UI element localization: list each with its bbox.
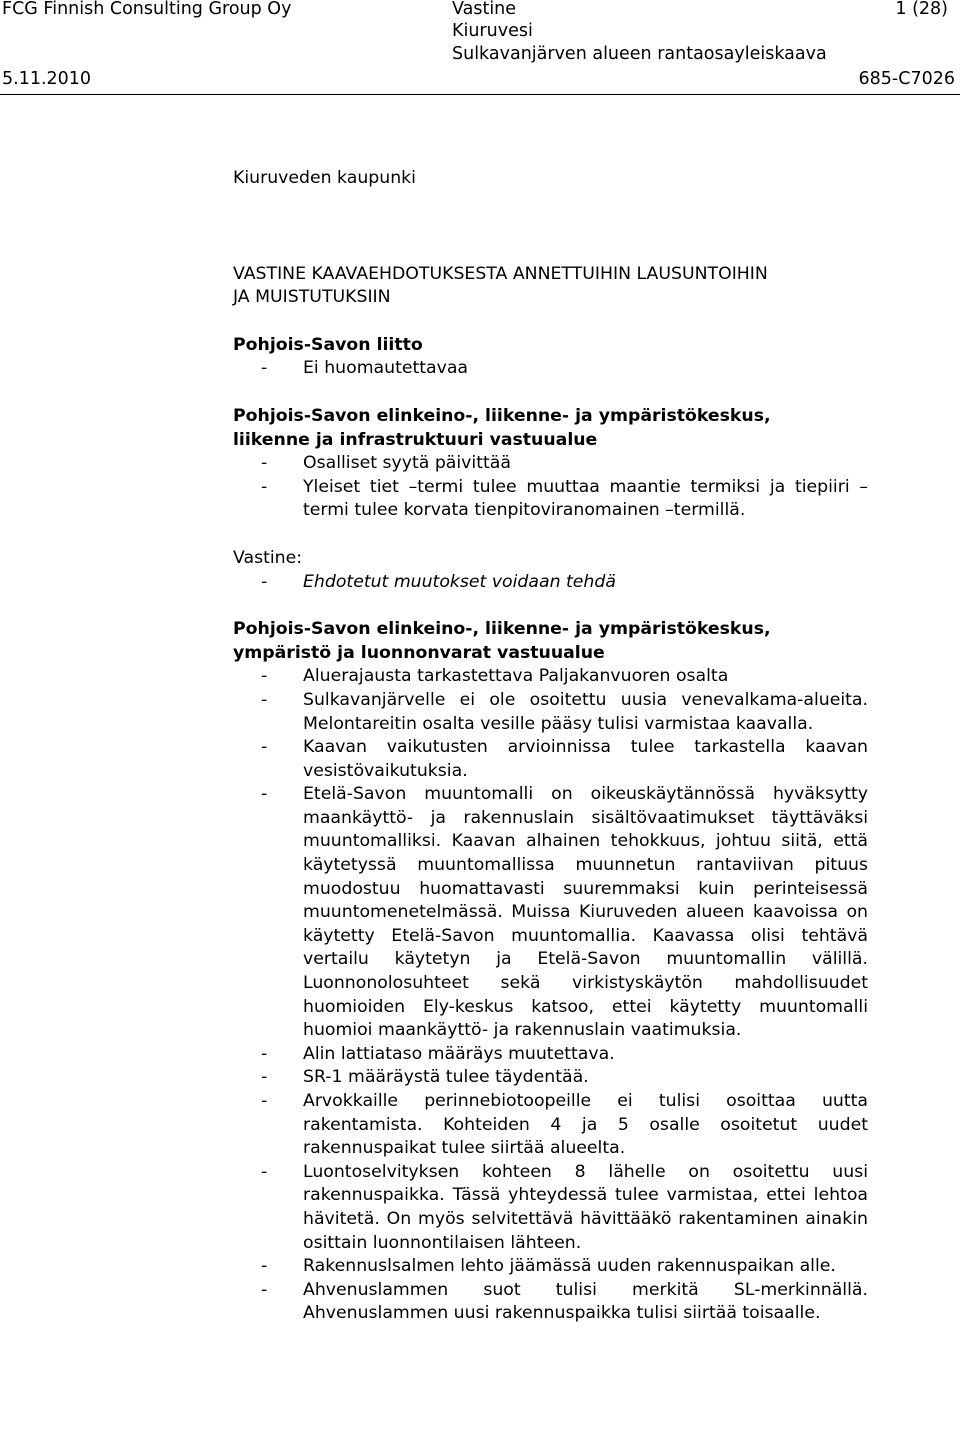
list-item: - Arvokkaille perinnebiotoopeille ei tulisi osoittaa uutta rakentamista. Kohteiden 4 ja 5 osalle osoitetut uudet rakennuspaikat tulee siirtää alueelta.: [233, 1090, 868, 1161]
response-label: Vastine:: [233, 547, 303, 568]
document-title-line-1: VASTINE KAAVAEHDOTUKSESTA ANNETTUIHIN LAUSUNTOIHIN: [233, 263, 768, 284]
section-heading: ympäristö ja luonnonvarat vastuualue: [233, 642, 605, 663]
list-item: - Yleiset tiet –termi tulee muuttaa maantie termiksi ja tiepiiri –termi tulee korvata tienpitoviranomainen –termillä.: [233, 476, 868, 523]
section-items: [233, 665, 868, 1326]
list-item: - Luontoselvityksen kohteen 8 lähelle on osoitettu uusi rakennuspaikka. Tässä yhteydessä tulee varmistaa, ettei lehtoa hävitetä. On myös selvitettävä hävittääkö rakentaminen ainakin osittain luonnontilaisen lähteen.: [233, 1161, 868, 1255]
list-item: - Ei huomautettavaa: [233, 357, 868, 381]
header-project-code: 685-C7026: [858, 69, 955, 89]
list-item: - SR-1 määräystä tulee täydentää.: [233, 1066, 868, 1090]
header-page-number: 1 (28): [895, 0, 948, 19]
list-item: - Ehdotetut muutokset voidaan tehdä: [233, 571, 868, 595]
list-item: - Aluerajausta tarkastettava Paljakanvuoren osalta: [233, 665, 868, 689]
section-items: [233, 452, 868, 523]
list-item: - Alin lattiataso määräys muutettava.: [233, 1043, 868, 1067]
header-rule: [0, 94, 960, 95]
header-company: FCG Finnish Consulting Group Oy: [2, 0, 292, 19]
header-project-line2: Sulkavanjärven alueen rantaosayleiskaava: [452, 44, 827, 64]
document-title-line-2: JA MUISTUTUKSIIN: [233, 287, 391, 308]
list-item: - Etelä-Savon muuntomalli on oikeuskäytännössä hyväksytty maankäyttö- ja rakennuslain sisältövaatimukset täyttäväksi muuntomalliksi. Kaavan alhainen tehokkuus, johtuu siitä, että käytetyssä muuntomallissa muunnetun rantaviivan pituus muodostuu huomattavasti suuremmaksi kuin perinteisessä muuntomenetelmässä. Muissa Kiuruveden alueen kaavoissa on käytetty Etelä-Savon muuntomallia. Kaavassa olisi tehtävä vertailu käytetyn ja Etelä-Savon muuntomallin välillä. Luonnonolosuhteet sekä virkistyskäytön mahdollisuudet huomioiden Ely-keskus katsoo, ettei käytetty muuntomalli huomioi maankäyttö- ja rakennuslain vaatimuksia.: [233, 783, 868, 1043]
section-heading: Pohjois-Savon elinkeino-, liikenne- ja ympäristökeskus,: [233, 619, 771, 640]
header-date: 5.11.2010: [2, 69, 92, 89]
section-heading: liikenne ja infrastruktuuri vastuualue: [233, 429, 598, 450]
section-heading: Pohjois-Savon liitto: [233, 334, 423, 355]
section-heading: Pohjois-Savon elinkeino-, liikenne- ja ympäristökeskus,: [233, 405, 771, 426]
document-body: [233, 167, 868, 1326]
response-items: [233, 571, 868, 595]
header-project-line1: Kiuruvesi: [452, 21, 533, 41]
section-items: [233, 357, 868, 381]
list-item: - Kaavan vaikutusten arvioinnissa tulee tarkastella kaavan vesistövaikutuksia.: [233, 736, 868, 783]
list-item: - Ahvenuslammen suot tulisi merkitä SL-merkinnällä. Ahvenuslammen uusi rakennuspaikka tulisi siirtää toisaalle.: [233, 1279, 868, 1326]
header-doc-type: Vastine: [452, 0, 517, 19]
list-item: - Sulkavanjärvelle ei ole osoitettu uusia venevalkama-alueita. Melontareitin osalta vesille pääsy tulisi varmistaa kaavalla.: [233, 689, 868, 736]
recipient: Kiuruveden kaupunki: [233, 168, 416, 188]
list-item: - Osalliset syytä päivittää: [233, 452, 868, 476]
list-item: - Rakennuslsalmen lehto jäämässä uuden rakennuspaikan alle.: [233, 1255, 868, 1279]
